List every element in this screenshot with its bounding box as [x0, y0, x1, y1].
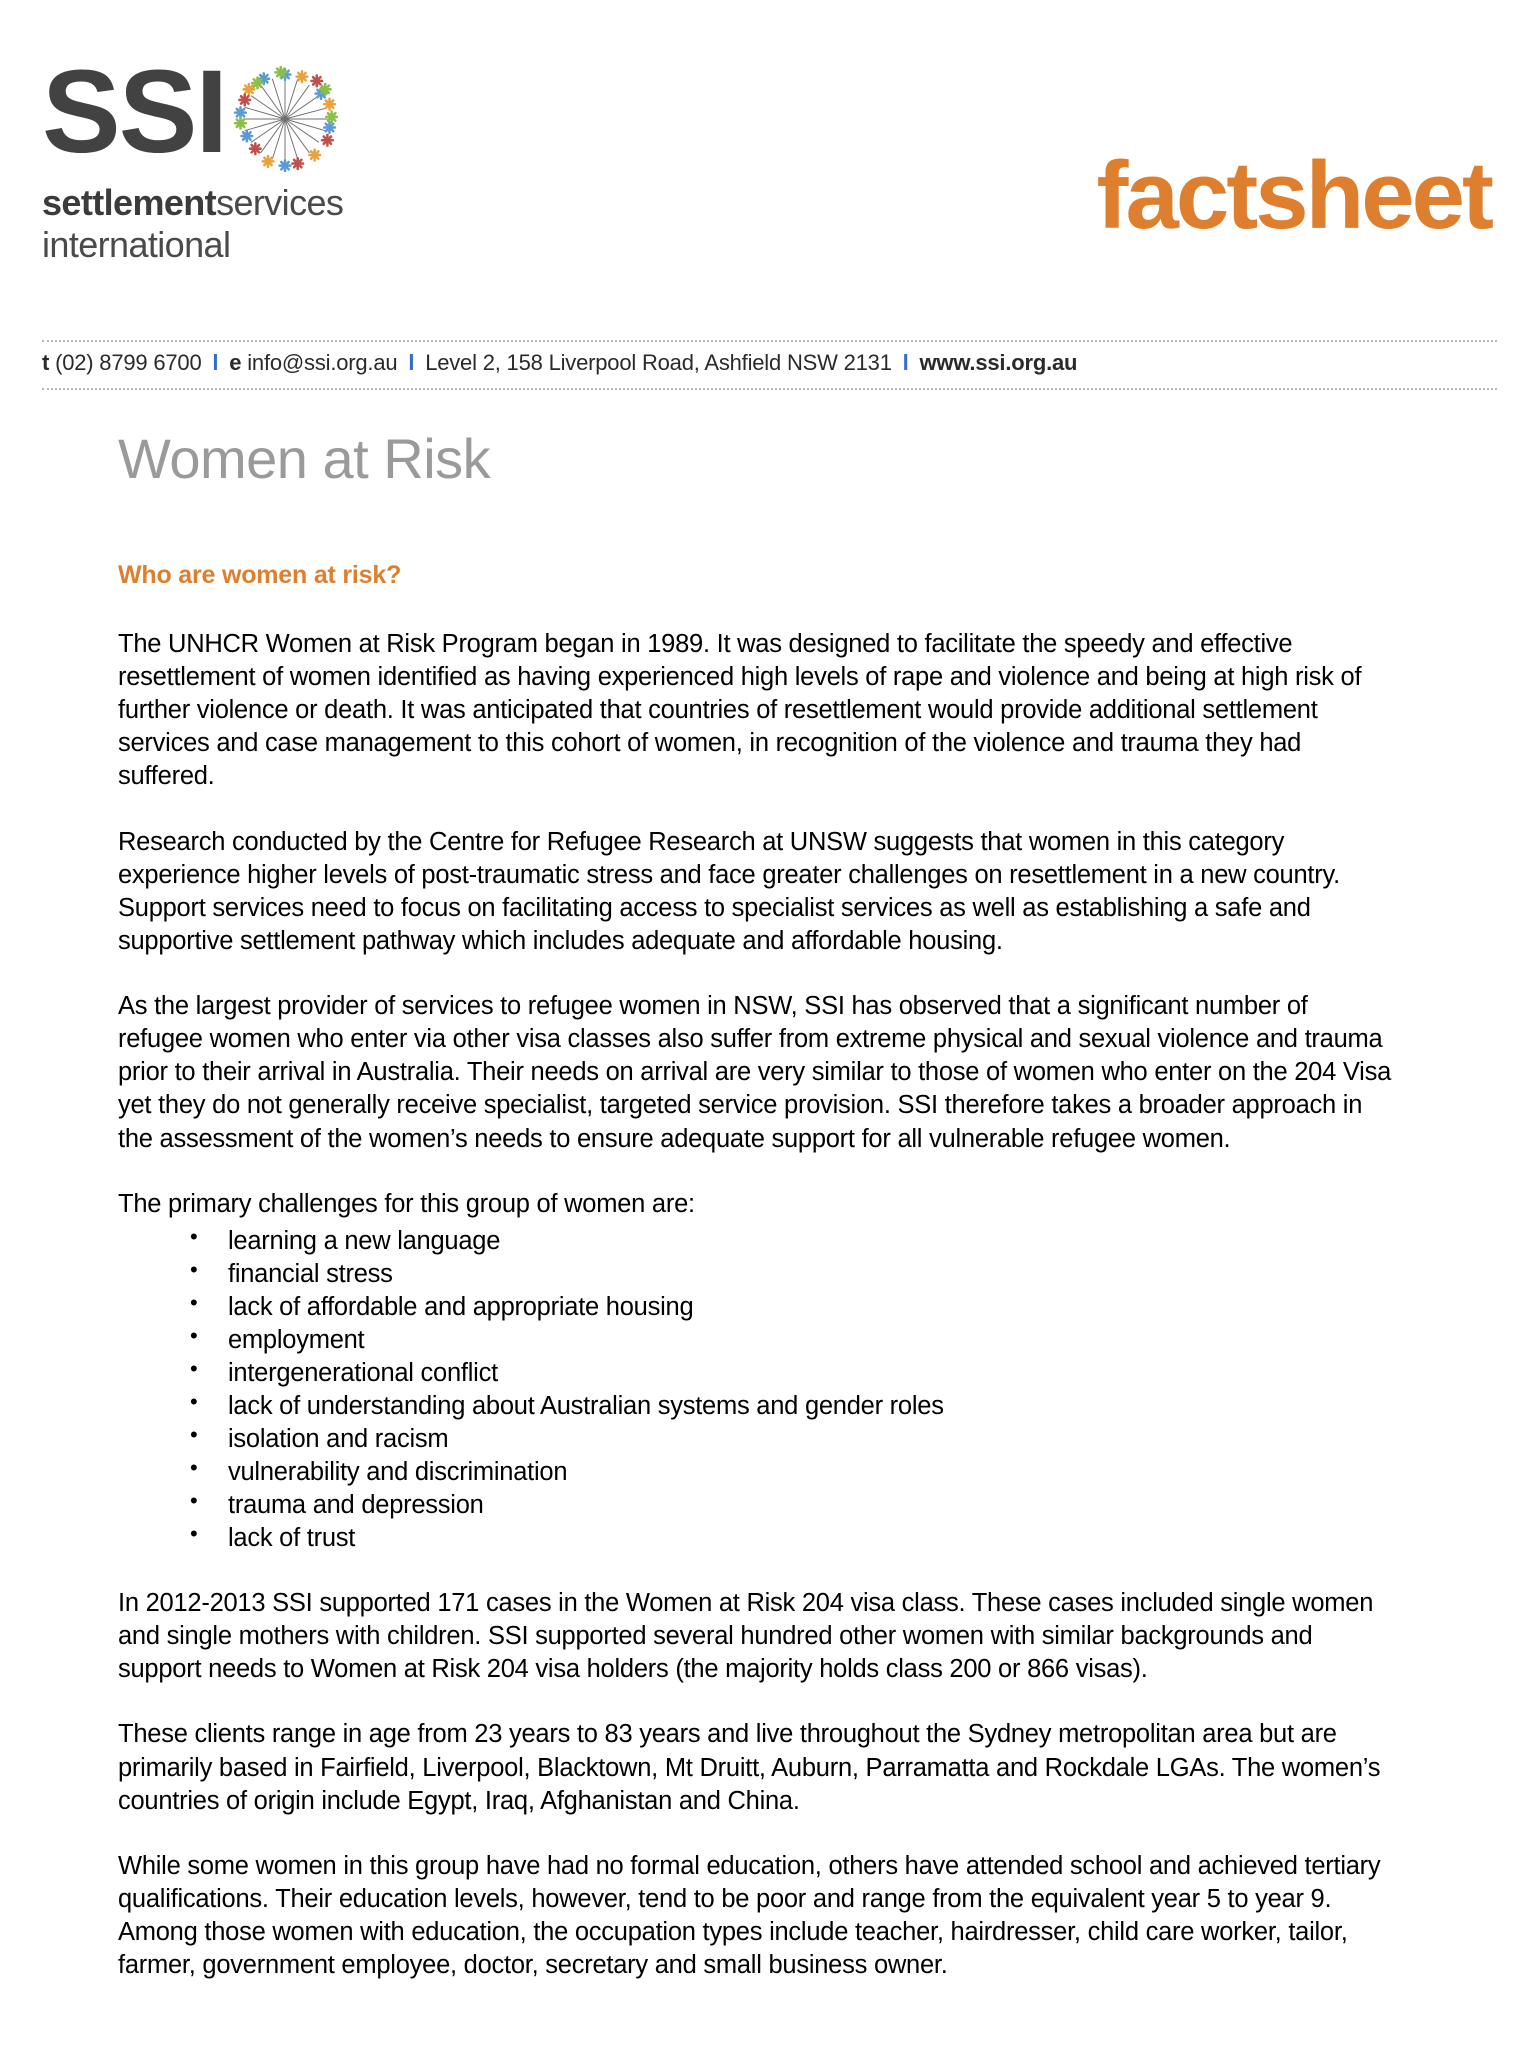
website-link[interactable]: www.ssi.org.au	[919, 350, 1078, 375]
list-item: • intergenerational conflict	[118, 1357, 1418, 1390]
page-title: Women at Risk	[118, 427, 491, 490]
paragraph: The UNHCR Women at Risk Program began in 1989. It was designed to facilitate the speedy and effective resettlement of women identified as having experienced high levels of rape and violence and being at high risk of further violence or death. It was anticipated that countries of resettlement would provide additional settlement services and case management to this cohort of women, in recognition of the violence and trauma they had suffered.	[118, 629, 1362, 791]
list-item: • trauma and depression	[118, 1489, 1418, 1522]
list-item: • vulnerability and discrimination	[118, 1456, 1418, 1489]
list-item: • learning a new language	[118, 1225, 1418, 1258]
paragraph: In 2012-2013 SSI supported 171 cases in the Women at Risk 204 visa class. These cases included single women and single mothers with children. SSI supported several hundred other women with similar backgrounds and support needs to Women at Risk 204 visa holders (the majority holds class 200 or 866 visas).	[118, 1589, 1374, 1684]
ssi-tagline	[42, 182, 462, 267]
tagline-settlement: settlement	[42, 182, 217, 223]
list-item: • lack of trust	[118, 1522, 1418, 1555]
list-item: • employment	[118, 1324, 1418, 1357]
list-item: • financial stress	[118, 1258, 1418, 1291]
separator-icon: l	[212, 350, 219, 375]
header-rule-bottom	[42, 388, 1497, 390]
list-item: • lack of affordable and appropriate housing	[118, 1291, 1418, 1324]
paragraph: As the largest provider of services to refugee women in NSW, SSI has observed that a significant number of refugee women who enter via other visa classes also suffer from extreme physical and sexual violence and trauma prior to their arrival in Australia. Their needs on arrival are very similar to those of women who enter on the 204 Visa yet they do not generally receive specialist, targeted service provision. SSI therefore takes a broader approach in the assessment of the women’s needs to ensure adequate support for all vulnerable refugee women.	[118, 992, 1392, 1153]
phone-prefix: t	[42, 350, 50, 375]
section-heading: Who are women at risk?	[118, 560, 402, 589]
tagline-international: international	[42, 224, 231, 266]
email-prefix: e	[229, 350, 242, 375]
factsheet-label: factsheet	[1096, 142, 1491, 249]
list-item: • lack of understanding about Australian systems and gender roles	[118, 1390, 1418, 1423]
challenges-list	[118, 1225, 1418, 1555]
contact-bar	[42, 350, 1077, 376]
ssi-wordmark: SSI	[42, 46, 227, 178]
ssi-logo	[42, 46, 462, 267]
list-item: • isolation and racism	[118, 1423, 1418, 1456]
tagline-services: services	[216, 182, 344, 223]
paragraph: While some women in this group have had no formal education, others have attended school and achieved tertiary qualifications. Their education levels, however, tend to be poor and range from the equivalent year 5 to year 9. Among those women with education, the occupation types include teacher, hairdresser, child care worker, tailor, farmer, government employee, doctor, secretary and small business owner.	[118, 1851, 1381, 1980]
phone-number: (02) 8799 6700	[55, 350, 202, 375]
page-header	[0, 0, 1539, 375]
starburst-icon	[232, 66, 338, 172]
separator-icon: l	[408, 350, 415, 375]
list-intro: The primary challenges for this group of women are:	[118, 1189, 695, 1218]
separator-icon: l	[902, 350, 909, 375]
postal-address: Level 2, 158 Liverpool Road, Ashfield NSW 2131	[425, 350, 892, 375]
paragraph: These clients range in age from 23 years to 83 years and live throughout the Sydney metropolitan area but are primarily based in Fairfield, Liverpool, Blacktown, Mt Druitt, Auburn, Parramatta and Rockdale LGAs. The women’s countries of origin include Egypt, Iraq, Afghanistan and China.	[118, 1720, 1381, 1815]
header-rule-top	[42, 340, 1497, 342]
paragraph: Research conducted by the Centre for Refugee Research at UNSW suggests that women in this category experience higher levels of post-traumatic stress and face greater challenges on resettlement in a new country. Support services need to focus on facilitating access to specialist services as well as establishing a safe and supportive settlement pathway which includes adequate and affordable housing.	[118, 827, 1340, 955]
document-body	[118, 427, 1418, 2014]
email-address[interactable]: info@ssi.org.au	[247, 350, 398, 375]
